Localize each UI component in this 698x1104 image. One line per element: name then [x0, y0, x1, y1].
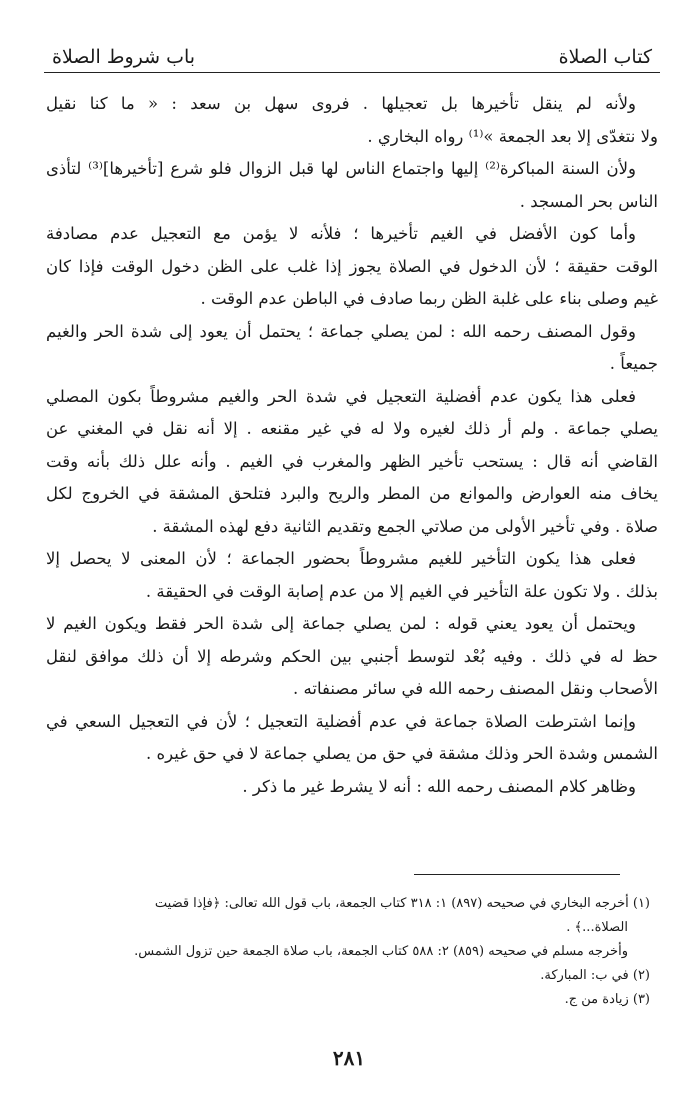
text-line: ويحتمل أن يعود يعني قوله : لمن يصلي جماعة إلى شدة الحر فقط ويكون الغيم لا	[46, 614, 636, 633]
text-line: بذلك . ولا تكون علة التأخير في الغيم إلا من عدم إصابة الوقت في الحقيقة .	[145, 581, 658, 601]
text-line: الناس بحر المسجد .	[519, 191, 658, 211]
text-line: يخاف منه العوارض والموانع من المطر والريح والبرد فتلحق المشقة في الخروج لكل	[46, 484, 658, 503]
text-line: ولأن السنة المباكرة⁽²⁾ إليها واجتماع الناس لها قبل الزوال فلو شرع [تأخيرها]⁽³⁾ لتأذى	[46, 159, 636, 178]
text-line: وظاهر كلام المصنف رحمه الله : أنه لا يشرط غير ما ذكر .	[242, 776, 636, 796]
footnote-line: الصلاة...﴾ .	[566, 920, 628, 935]
footnotes	[46, 892, 650, 1012]
text-line: وأما كون الأفضل في الغيم تأخيرها ؛ فلأنه لا يؤمن مع التعجيل عدم مصادفة	[46, 224, 636, 243]
header-section-title: باب شروط الصلاة	[52, 46, 196, 68]
header-rule	[44, 72, 660, 73]
footnote-line: (٣) زيادة من ج.	[564, 992, 650, 1007]
text-line: يصلي جماعة . ولم أر ذلك لغيره ولا له في غير مقنعه . إلا أنه نقل في المغني عن	[46, 419, 658, 438]
header-book-title: كتاب الصلاة	[558, 46, 652, 68]
text-line: صلاة . وفي تأخير الأولى من صلاتي الجمع وتقديم الثانية دفع لهذه المشقة .	[152, 516, 658, 536]
text-line: فعلى هذا يكون التأخير للغيم مشروطاً بحضور الجماعة ؛ لأن المعنى لا يحصل إلا	[46, 549, 636, 568]
main-text	[46, 88, 658, 803]
text-line: جميعاً .	[609, 354, 658, 373]
text-line: ولا نتغدّى إلا بعد الجمعة »⁽¹⁾ رواه البخاري .	[367, 126, 658, 146]
text-line: الشمس وشدة الحر وذلك مشقة في حق من يصلي جماعة لا في حق غيره .	[146, 744, 658, 763]
text-line: القاضي أنه قال : يستحب تأخير الظهر والمغرب في الغيم . وأنه علل ذلك بأنه وقت	[46, 451, 658, 471]
footnote-line: (١) أخرجه البخاري في صحيحه (٨٩٧) ١: ٣١٨ كتاب الجمعة، باب قول الله تعالى: ﴿فإذا قضيت	[154, 896, 650, 911]
footnote-separator	[414, 874, 620, 875]
text-line: حظ له في ذلك . وفيه بُعْد لتوسط أجنبي بين الحكم وشرطه إلا أن ذلك موافق لنقل	[46, 646, 658, 666]
footnote-line: (٢) في ب: المباركة.	[540, 968, 650, 983]
text-line: الوقت حقيقة ؛ لأن الدخول في الصلاة يجوز إذا غلب على الظن دخول الوقت فإذا كان	[46, 256, 658, 276]
text-line: وقول المصنف رحمه الله : لمن يصلي جماعة ؛ يحتمل أن يعود إلى شدة الحر والغيم	[46, 321, 636, 341]
text-line: غيم وصلى بناء على غلبة الظن ربما صادف في الباطن عدم الوقت .	[200, 289, 658, 308]
text-line: فعلى هذا يكون عدم أفضلية التعجيل في شدة الحر والغيم مشروطاً بكون المصلي	[46, 386, 636, 406]
text-line: الأصحاب ونقل المصنف رحمه الله في سائر مصنفاته .	[293, 679, 658, 698]
text-line: وإنما اشترطت الصلاة جماعة في عدم أفضلية التعجيل ؛ لأن في التعجيل السعي في	[46, 711, 636, 731]
footnote-line: وأخرجه مسلم في صحيحه (٨٥٩) ٢: ٥٨٨ كتاب الجمعة، باب صلاة الجمعة حين تزول الشمس.	[134, 944, 628, 959]
running-header	[52, 34, 652, 68]
text-line: ولأنه لم ينقل تأخيرها بل تعجيلها . فروى سهل بن سعد : « ما كنا نقيل	[46, 94, 636, 113]
page-number: ٢٨١	[332, 1046, 366, 1070]
